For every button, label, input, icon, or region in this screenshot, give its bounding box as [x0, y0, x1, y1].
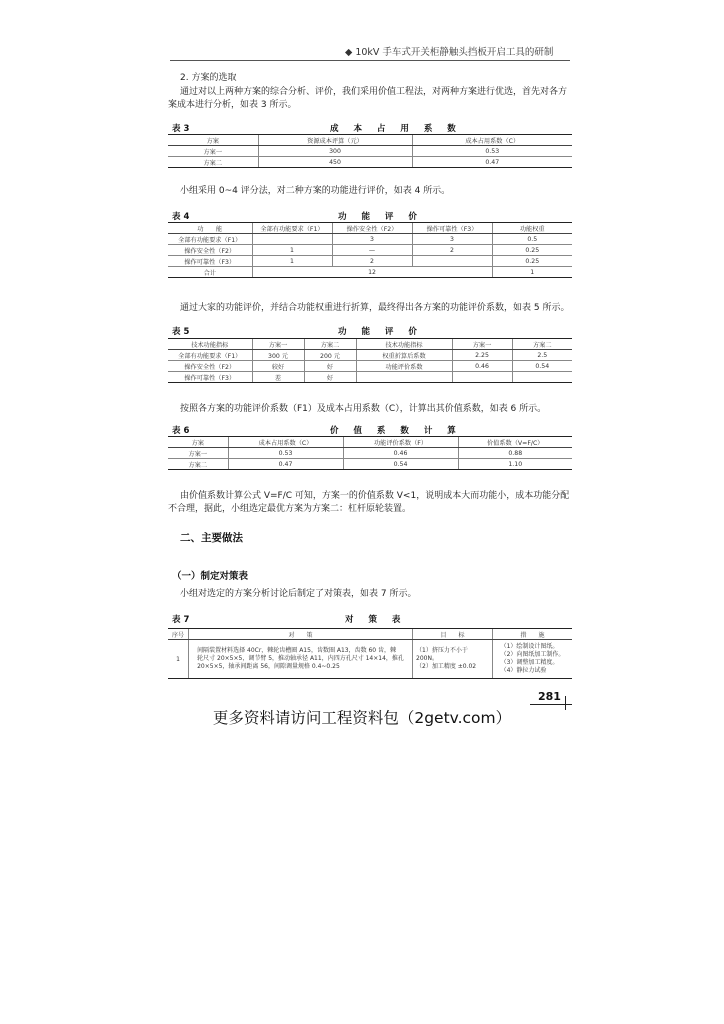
table-cell: 1	[176, 655, 180, 663]
paragraph-line: 通过大家的功能评价，并结合功能权重进行折算，最终得出各方案的功能评价系数，如表 5 所示。	[180, 303, 570, 313]
table-cell: 200 元	[304, 350, 356, 361]
table-cell: 好	[304, 361, 356, 372]
paragraph-line: 不合理，据此，小组选定最优方案为方案二：杠杆原轮装置。	[168, 504, 412, 514]
table5	[168, 338, 572, 383]
table-header-cell: 序号	[171, 631, 184, 639]
table-header-cell: 功 能	[168, 223, 252, 234]
table-cell: 0.46	[452, 361, 512, 372]
table-header-cell: 方案	[168, 437, 228, 448]
section-heading: 2. 方案的选取	[180, 73, 237, 83]
table-cell: 0.47	[228, 459, 343, 470]
table-header-cell: 资源成本评算（元）	[258, 135, 412, 146]
table-cell: 0.53	[228, 448, 343, 459]
table3-title: 成 本 占 用 系 数	[330, 124, 462, 134]
table-cell: 方案一	[168, 448, 228, 459]
table5-title: 功 能 评 价	[338, 327, 423, 337]
table-cell: 3	[412, 234, 492, 245]
table-cell: 操作可靠性（F3）	[168, 372, 252, 383]
table-cell: 合计	[168, 267, 252, 278]
section-heading: 二、主要做法	[180, 532, 243, 544]
table-header-cell: 对 策	[188, 629, 412, 639]
table-cell	[356, 372, 452, 383]
table-cell: 0.47	[412, 157, 572, 168]
table-header-cell: 功能权重	[492, 223, 572, 234]
table6-title: 价 值 系 数 计 算	[330, 426, 462, 436]
page-number: 281	[538, 690, 561, 703]
table-header-cell: 方案二	[304, 339, 356, 350]
table-cell: 操作安全性（F2）	[168, 361, 252, 372]
table-cell: 好	[304, 372, 356, 383]
table-cell: 300	[258, 146, 412, 157]
table-cell: 0.88	[458, 448, 572, 459]
table-cell: 1	[252, 256, 332, 267]
table-header-cell: 目 标	[412, 629, 492, 639]
table-header-row	[168, 629, 572, 640]
table-cell: —	[332, 245, 412, 256]
table-cell: 全部有功能要求（F1）	[168, 350, 252, 361]
table-cell: 3	[332, 234, 412, 245]
table-cell: 方案二	[168, 459, 228, 470]
subsection-heading: （一）制定对策表	[172, 571, 249, 582]
table-cell: 2.5	[512, 350, 572, 361]
table6-caption: 表 6	[172, 426, 190, 436]
table-cell: 较好	[252, 361, 304, 372]
table4	[168, 222, 572, 278]
table-cell: 0.54	[512, 361, 572, 372]
table-cell: 1	[492, 267, 572, 278]
table-cell: 0.54	[343, 459, 458, 470]
table-header-cell: 方案二	[512, 339, 572, 350]
table-cell: 0.53	[412, 146, 572, 157]
table-header-cell: 成本占用系数（C）	[228, 437, 343, 448]
table-cell	[452, 372, 512, 383]
table-header-cell: 操作可靠性（F3）	[412, 223, 492, 234]
table-cell: 0.5	[492, 234, 572, 245]
table-cell: （1）挤压力不小于 200N。 （2）加工精度 ±0.02	[416, 647, 477, 670]
table7-title: 对 策 表	[345, 615, 407, 625]
table-cell: 操作可靠性（F3）	[168, 256, 252, 267]
table-cell: 1	[252, 245, 332, 256]
table-header-cell: 功能评价系数（F）	[343, 437, 458, 448]
table-cell: 操作安全性（F2）	[168, 245, 252, 256]
table-cell: 2	[332, 256, 412, 267]
table-header-cell: 全部有功能要求（F1）	[252, 223, 332, 234]
table3-caption: 表 3	[172, 124, 190, 134]
table5-caption: 表 5	[172, 327, 190, 337]
paragraph-line: 小组采用 0~4 评分法，对二种方案的功能进行评价，如表 4 所示。	[180, 186, 451, 196]
table-cell: 权重折算后系数	[356, 350, 452, 361]
table4-title: 功 能 评 价	[338, 212, 423, 222]
table-cell: 0.46	[343, 448, 458, 459]
table-cell: 间隔装置材料选择 40Cr，棘轮齿槽圈 A15，齿数圈 A13，齿数 60 齿，棘 轮尺寸 20×5×5，调节臂 5，推动轴承径 A11，内四方孔尺寸 14×14，推孔 20×5×5，轴承间距离 56，间隙调量规格 0.4~0.25	[197, 647, 404, 670]
table-cell: 差	[252, 372, 304, 383]
table7-caption: 表 7	[172, 615, 190, 625]
table-row	[168, 640, 572, 678]
table-cell	[412, 256, 492, 267]
table-header-cell: 措 施	[492, 629, 572, 639]
footer-note: 更多资料请访问工程资料包（2getv.com）	[212, 709, 512, 727]
table7	[168, 628, 572, 679]
table-header-cell: 成本占用系数（C）	[412, 135, 572, 146]
paragraph-line: 小组对选定的方案分析讨论后制定了对策表，如表 7 所示。	[180, 589, 417, 599]
table-header-cell: 技术功能指标	[356, 339, 452, 350]
table-cell: 0.25	[492, 245, 572, 256]
table-cell: 300 元	[252, 350, 304, 361]
table-cell: 功能评价系数	[356, 361, 452, 372]
table-header-cell: 技术功能指标	[168, 339, 252, 350]
table-cell: 12	[252, 267, 492, 278]
table-cell: 0.25	[492, 256, 572, 267]
table-cell: 方案二	[168, 157, 258, 168]
table-cell: 1.10	[458, 459, 572, 470]
table-cell: 方案一	[168, 146, 258, 157]
table3	[168, 134, 572, 168]
table-header-cell: 方案	[168, 135, 258, 146]
header-rule	[170, 60, 570, 61]
table4-caption: 表 4	[172, 212, 190, 222]
paragraph-line: 案成本进行分析，如表 3 所示。	[168, 100, 297, 110]
table-cell: （1）绘制设计图纸。 （2）向图纸加工制作。 （3）调整加工精度。 （4）静拉力试验	[500, 643, 565, 674]
table-cell	[512, 372, 572, 383]
table-cell: 450	[258, 157, 412, 168]
table6	[168, 436, 572, 470]
table-header-cell: 价值系数（V=F/C）	[458, 437, 572, 448]
paragraph-line: 按照各方案的功能评价系数（F1）及成本占用系数（C），计算出其价值系数，如表 6 所示。	[180, 404, 547, 414]
running-header: ◆ 10kV 手车式开关柜静触头挡板开启工具的研制	[345, 47, 554, 58]
table-cell	[252, 234, 332, 245]
table-cell: 2	[412, 245, 492, 256]
table-header-cell: 方案一	[452, 339, 512, 350]
table-header-cell: 方案一	[252, 339, 304, 350]
table-header-cell: 操作安全性（F2）	[332, 223, 412, 234]
table-cell: 2.25	[452, 350, 512, 361]
paragraph-line: 通过对以上两种方案的综合分析、评价，我们采用价值工程法，对两种方案进行优选，首先对各方	[180, 87, 568, 97]
paragraph-line: 由价值系数计算公式 V=F/C 可知，方案一的价值系数 V<1，说明成本大而功能小，成本功能分配	[180, 491, 570, 501]
table-cell: 全部有功能要求（F1）	[168, 234, 252, 245]
